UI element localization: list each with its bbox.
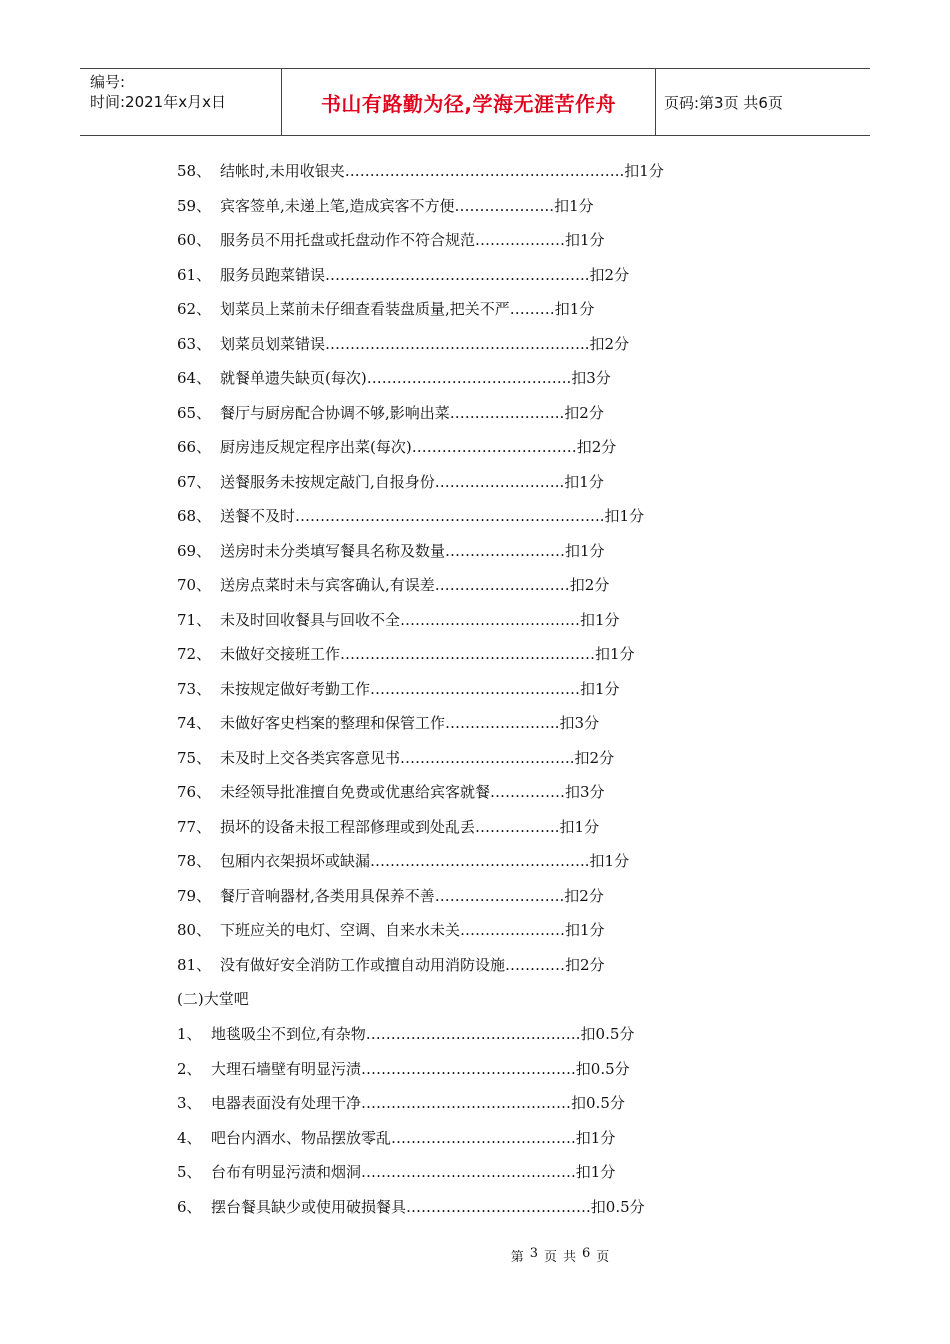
penalty-item — [177, 1162, 615, 1182]
penalty-item — [177, 644, 635, 664]
penalty-item — [177, 1093, 625, 1113]
footer-text-di: 第 — [510, 1250, 524, 1265]
item-number: 81、 — [177, 955, 212, 974]
penalty-item — [177, 955, 605, 975]
item-number: 63、 — [177, 334, 212, 353]
item-number: 79、 — [177, 886, 212, 905]
item-text: 大理石墙壁有明显污渍…………………………………….扣0.5分 — [211, 1059, 630, 1078]
penalty-item — [177, 299, 594, 319]
item-number: 5、 — [177, 1163, 202, 1181]
item-number: 78、 — [177, 852, 212, 870]
item-text: 餐厅与厨房配合协调不够,影响出菜…………………..扣2分 — [220, 403, 604, 422]
footer-text-gong: 共 — [563, 1250, 577, 1265]
item-number: 70、 — [177, 576, 212, 594]
item-text: 下班应关的电灯、空调、自来水未关…………………扣1分 — [220, 921, 605, 939]
item-text: 结帐时,未用收银夹………………………………………………..扣1分 — [220, 162, 664, 180]
item-text: 划菜员上菜前未仔细查看装盘质量,把关不严………扣1分 — [220, 300, 595, 318]
penalty-item — [177, 265, 629, 285]
item-text: 包厢内衣架损坏或缺漏……………………………………..扣1分 — [220, 852, 630, 870]
footer-total-pages: 6 — [582, 1246, 591, 1261]
item-number: 74、 — [177, 714, 212, 732]
footer-current-page: 3 — [529, 1246, 538, 1261]
penalty-item — [177, 230, 605, 250]
item-text: 餐厅音响器材,各类用具保养不善……………………..扣2分 — [220, 886, 604, 905]
penalty-item — [177, 196, 594, 216]
penalty-item — [177, 575, 609, 595]
penalty-item — [177, 1059, 630, 1079]
section-title: (二)大堂吧 — [177, 990, 249, 1008]
item-number: 6、 — [177, 1197, 202, 1216]
footer-text-ye-2: 页 — [596, 1250, 610, 1265]
penalty-item — [177, 1128, 615, 1148]
penalty-item — [177, 920, 605, 940]
penalty-item — [177, 1024, 634, 1044]
penalty-item — [177, 713, 599, 733]
item-text: 未按规定做好考勤工作……………………………………扣1分 — [220, 679, 620, 698]
item-number: 72、 — [177, 645, 212, 663]
header-page-info: 页码:第3页 共6页 — [664, 93, 783, 112]
item-number: 64、 — [177, 369, 212, 387]
item-text: 损坏的设备未报工程部修理或到处乱丢……………..扣1分 — [220, 817, 600, 836]
penalty-item — [177, 541, 605, 561]
footer-text-ye: 页 — [543, 1250, 557, 1265]
page-footer — [0, 1246, 950, 1265]
item-number: 4、 — [177, 1128, 202, 1147]
item-number: 3、 — [177, 1094, 202, 1112]
header-meta — [80, 69, 282, 135]
item-number: 60、 — [177, 231, 212, 249]
penalty-item — [177, 817, 599, 837]
item-text: 送房时未分类填写餐具名称及数量……………………扣1分 — [220, 541, 605, 560]
penalty-item — [177, 610, 620, 630]
item-text: 吧台内酒水、物品摆放零乱……………………………….扣1分 — [211, 1128, 616, 1147]
item-number: 75、 — [177, 748, 212, 767]
penalty-item — [177, 506, 644, 526]
penalty-item — [177, 472, 604, 492]
penalty-item — [177, 782, 605, 802]
item-number: 1、 — [177, 1025, 202, 1043]
item-text: 未及时回收餐具与回收不全………………………………扣1分 — [220, 610, 620, 629]
item-number: 73、 — [177, 679, 212, 698]
item-text: 未经领导批准擅自免费或优惠给宾客就餐……………扣3分 — [220, 783, 605, 801]
penalty-item — [177, 748, 614, 768]
penalty-item — [177, 161, 664, 181]
item-text: 未及时上交各类宾客意见书……………………………..扣2分 — [220, 748, 615, 767]
item-text: 台布有明显污渍和烟洞…………………………………….扣1分 — [211, 1163, 616, 1181]
penalty-item — [177, 1197, 645, 1217]
item-number: 69、 — [177, 541, 212, 560]
item-text: 宾客签单,未递上笔,造成宾客不方便………………..扣1分 — [220, 196, 594, 215]
item-number: 71、 — [177, 610, 212, 629]
item-number: 80、 — [177, 921, 212, 939]
item-number: 61、 — [177, 265, 212, 284]
item-text: 服务员不用托盘或托盘动作不符合规范………………扣1分 — [220, 231, 605, 249]
penalty-item — [177, 851, 629, 871]
page-header — [80, 68, 870, 136]
item-number: 67、 — [177, 472, 212, 491]
penalty-item — [177, 886, 604, 906]
item-number: 66、 — [177, 438, 212, 456]
penalty-item — [177, 368, 611, 388]
item-text: 划菜员划菜错误……………………………………………..扣2分 — [220, 334, 630, 353]
item-number: 76、 — [177, 783, 212, 801]
item-number: 68、 — [177, 507, 212, 525]
item-number: 58、 — [177, 162, 212, 180]
item-text: 未做好客史档案的整理和保管工作…………………..扣3分 — [220, 714, 600, 732]
item-number: 77、 — [177, 817, 212, 836]
penalty-item — [177, 403, 604, 423]
item-text: 送餐不及时……………………………………………………..扣1分 — [220, 507, 645, 525]
item-text: 送餐服务未按规定敲门,自报身份……………………..扣1分 — [220, 472, 604, 491]
item-text: 服务员跑菜错误……………………………………………..扣2分 — [220, 265, 630, 284]
header-motto: 书山有路勤为径,学海无涯苦作舟 — [282, 69, 656, 135]
item-text: 厨房违反规定程序出菜(每次)……………………………扣2分 — [220, 438, 617, 456]
item-text: 没有做好安全消防工作或擅自动用消防设施…………扣2分 — [220, 955, 605, 974]
item-number: 65、 — [177, 403, 212, 422]
item-text: 摆台餐具缺少或使用破损餐具……………………………….扣0.5分 — [211, 1197, 645, 1216]
item-number: 2、 — [177, 1059, 202, 1078]
document-number-label: 编号: — [90, 73, 126, 91]
document-time-label: 时间:2021年x月x日 — [90, 93, 226, 111]
item-text: 未做好交接班工作……………………………………………扣1分 — [220, 645, 635, 663]
item-text: 就餐单遗失缺页(每次)…………………………………..扣3分 — [220, 369, 611, 387]
penalty-item — [177, 437, 616, 457]
penalty-item — [177, 334, 629, 354]
penalty-item — [177, 679, 620, 699]
item-text: 地毯吸尘不到位,有杂物…………………………………….扣0.5分 — [211, 1025, 635, 1043]
item-text: 送房点菜时未与宾客确认,有误差………………………扣2分 — [220, 576, 610, 594]
item-number: 59、 — [177, 196, 212, 215]
item-number: 62、 — [177, 300, 212, 318]
item-text: 电器表面没有处理干净……………………………………扣0.5分 — [211, 1094, 625, 1112]
